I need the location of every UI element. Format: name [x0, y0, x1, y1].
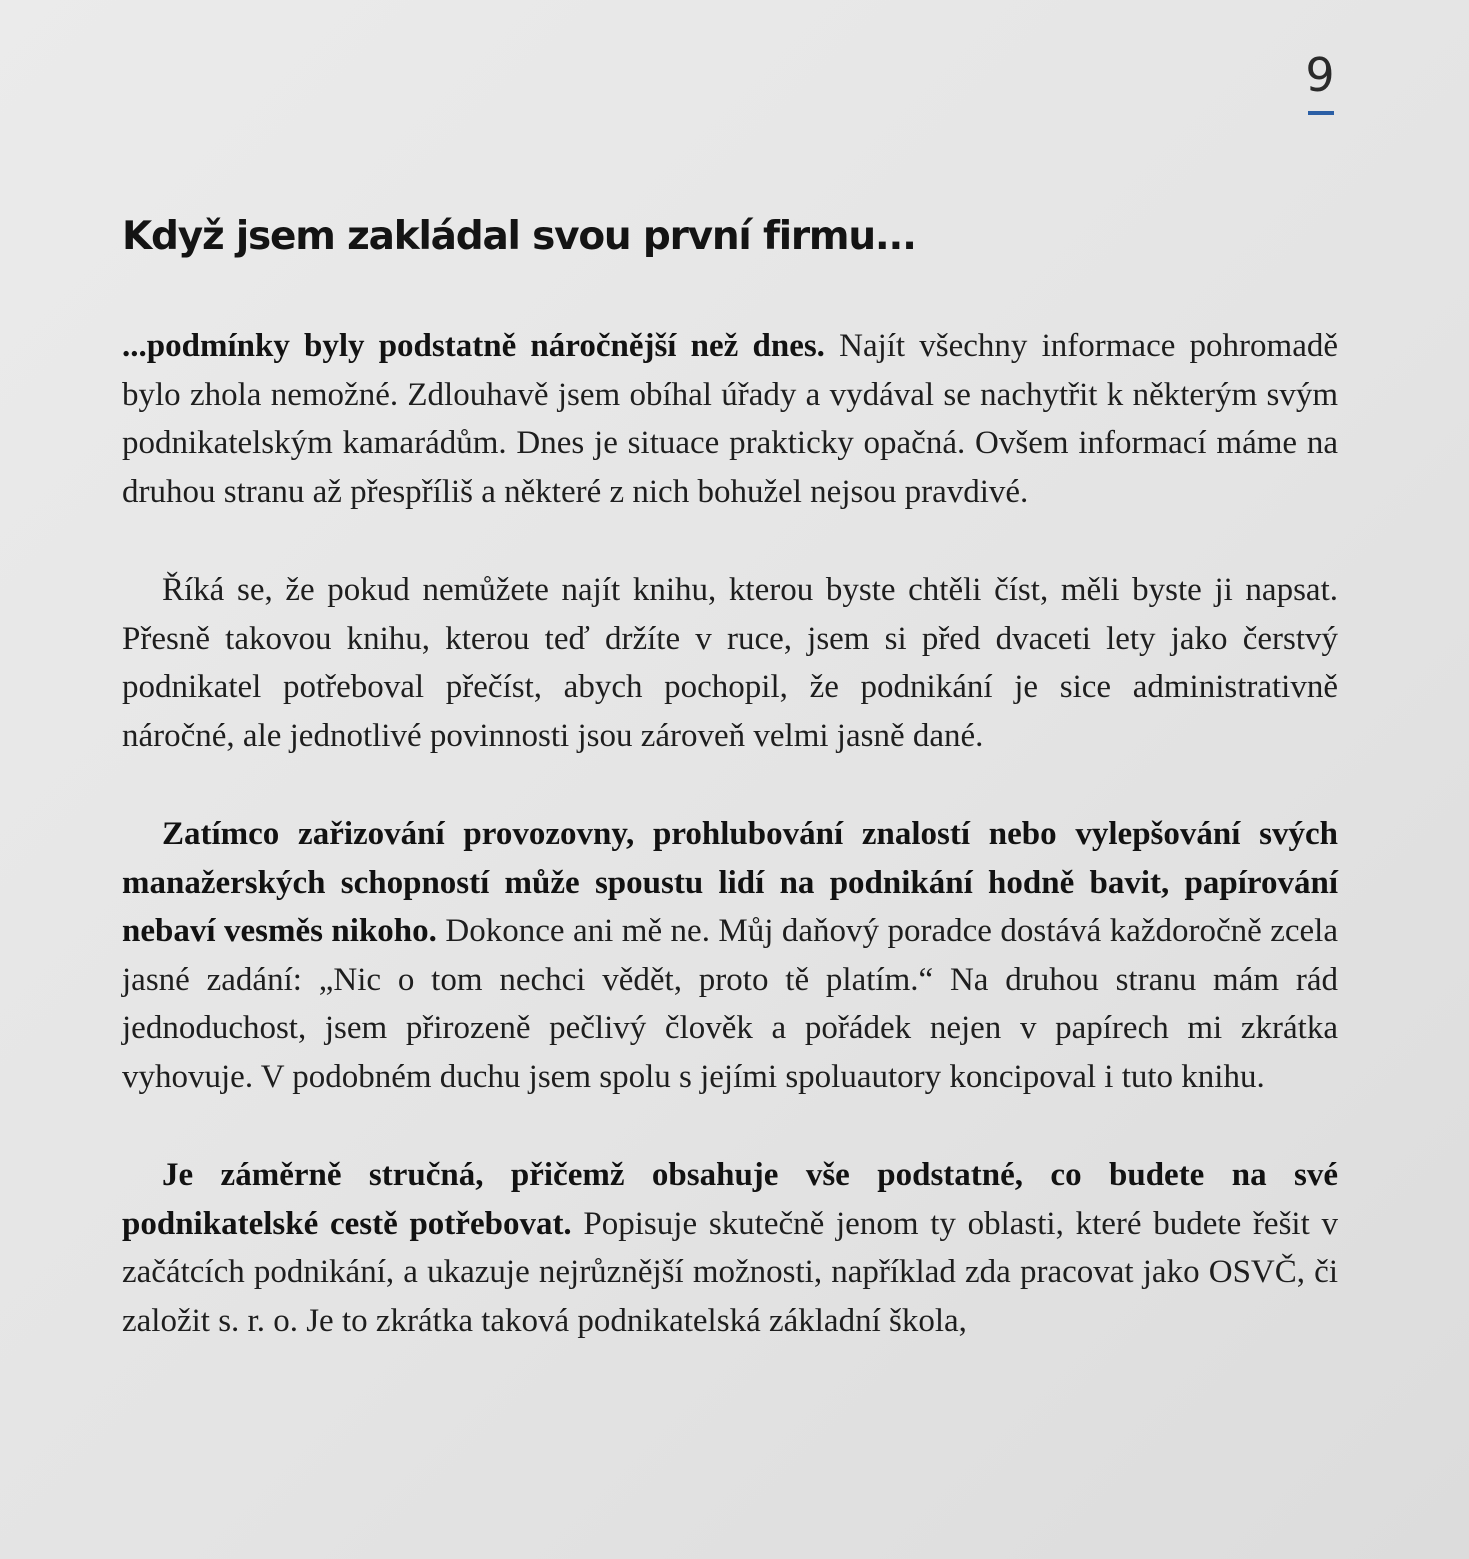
body-text — [122, 322, 1338, 1395]
paragraph-3 — [122, 810, 1338, 1101]
paragraph-3-lead: Zatímco zařizování provozovny, prohlubování znalostí nebo vylepšování svých manažerských schopností může spoustu lidí na podnikání hodně bavit, papírování nebaví vesměs nikoho. — [122, 816, 1338, 949]
page-number-underline — [1308, 111, 1334, 115]
chapter-title: Když jsem zakládal svou první firmu... — [122, 214, 916, 259]
paragraph-1 — [122, 322, 1338, 516]
paragraph-2 — [122, 566, 1338, 760]
paragraph-1-text: Najít všechny informace pohromadě bylo zhola nemožné. Zdlouhavě jsem obíhal úřady a vydával se nachytřit k některým svým podnikatelským kamarádům. Dnes je situace prakticky opačná. Ovšem informací máme na druhou stranu až přespříliš a některé z nich bohužel nejsou pravdivé. — [122, 328, 1339, 510]
paragraph-4-text: Popisuje skutečně jenom ty oblasti, které budete řešit v začátcích podnikání, a ukazuje nejrůznější možnosti, například zda pracovat jako OSVČ, či založit s. r. o. Je to zkrátka taková podnikatelská základní škola, — [122, 1205, 1338, 1339]
paragraph-4-lead: Je záměrně stručná, přičemž obsahuje vše podstatné, co budete na své podnikatelské cestě potřebovat. — [122, 1157, 1338, 1242]
paragraph-1-lead: ...podmínky byly podstatně náročnější než dnes. — [122, 328, 825, 364]
page-number: 9 — [1305, 48, 1335, 102]
paragraph-2-text: Říká se, že pokud nemůžete najít knihu, kterou byste chtěli číst, měli byste ji napsat. Přesně takovou knihu, kterou teď držíte v ruce, jsem si před dvaceti lety jako čerstvý podnikatel potřeboval přečíst, abych pochopil, že podnikání je sice administrativně náročné, ale jednotlivé povinnosti jsou zároveň velmi jasně dané. — [122, 572, 1338, 754]
paragraph-3-text: Dokonce ani mě ne. Můj daňový poradce dostává každoročně zcela jasné zadání: „Nic o tom nechci vědět, proto tě platím.“ Na druhou stranu mám rád jednoduchost, jsem přirozeně pečlivý člověk a pořádek nejen v papírech mi zkrátka vyhovuje. V podobném duchu jsem spolu s jejími spoluautory koncipoval i tuto knihu. — [122, 913, 1339, 1095]
paragraph-4 — [122, 1151, 1338, 1345]
